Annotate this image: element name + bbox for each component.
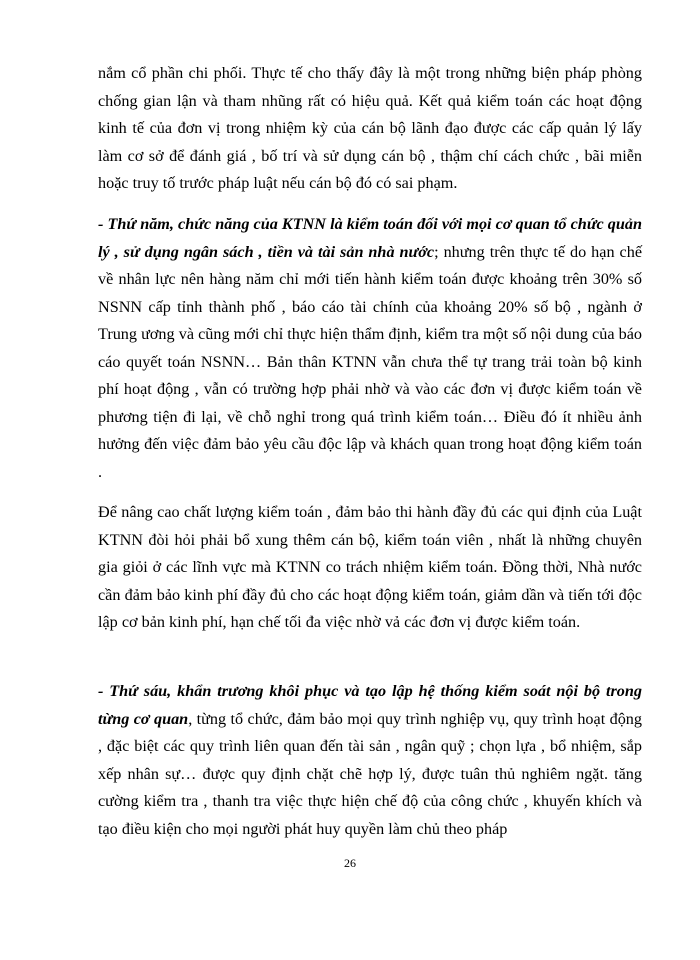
paragraph-1 [98,60,642,198]
paragraph-4 [98,678,642,843]
paragraph-3 [98,499,642,637]
paragraph-1-text: nắm cổ phần chi phối. Thực tế cho thấy đây là một trong những biện pháp phòng chống gian lận và tham nhũng rất có hiệu quả. Kết quả kiểm toán các hoạt động kinh tế của đơn vị trong nhiệm kỳ của cán bộ lãnh đạo được các cấp quản lý lấy làm cơ sở để đánh giá , bố trí và sử dụng cán bộ , thậm chí cách chức , bãi miễn hoặc truy tố trước pháp luật nếu cán bộ đó có sai phạm. [98,64,642,192]
paragraph-4-text: , từng tổ chức, đảm bảo mọi quy trình nghiệp vụ, quy trình hoạt động , đặc biệt các quy trình liên quan đến tài sản , ngân quỹ ; chọn lựa , bổ nhiệm, sắp xếp nhân sự… được quy định chặt chẽ hợp lý, được tuân thủ nghiêm ngặt. tăng cường kiểm tra , thanh tra việc thực hiện chế độ của công chức , khuyến khích và tạo điều kiện cho mọi người phát huy quyền làm chủ theo pháp [98,709,642,838]
paragraph-3-text: Để nâng cao chất lượng kiểm toán , đảm bảo thi hành đầy đủ các qui định của Luật KTNN đòi hỏi phải bổ xung thêm cán bộ, kiểm toán viên , nhất là những chuyên gia giỏi ở các lĩnh vực mà KTNN co trách nhiệm kiểm toán. Đồng thời, Nhà nước cần đảm bảo kinh phí đầy đủ cho các hoạt động kiểm toán, giảm dần và tiến tới độc lập cơ bản kinh phí, hạn chế tối đa việc nhờ vả các đơn vị được kiểm toán. [98,503,642,631]
page-number: 26 [344,856,356,870]
paragraph-4-lead: - Thứ sáu, khẩn trương khôi phục và tạo lập hệ thống kiểm soát nội bộ trong từng cơ quan [98,682,642,728]
paragraph-2-text: ; nhưng trên thực tế do hạn chế về nhân lực nên hàng năm chỉ mới tiến hành kiểm toán được khoảng trên 30% số NSNN cấp tỉnh thành phố , báo cáo tài chính của khoảng 20% số bộ , ngành ở Trung ương và cũng mới chỉ thực hiện thẩm định, kiểm tra một số nội dung của báo cáo quyết toán NSNN… Bản thân KTNN vẫn chưa thể tự trang trải toàn bộ kinh phí hoạt động , vẫn có trường hợp phải nhờ và vào các đơn vị được kiểm toán về phương tiện đi lại, về chỗ nghỉ trong quá trình kiểm toán… Điều đó ít nhiều ảnh hưởng đến việc đảm bảo yêu cầu độc lập và khách quan trong hoạt động kiểm toán . [98,242,642,481]
paragraph-2-lead: - Thứ năm, chức năng của KTNN là kiểm toán đối với mọi cơ quan tổ chức quản lý , sử dụng ngân sách , tiền và tài sản nhà nước [98,215,642,261]
paragraph-2 [98,211,642,486]
